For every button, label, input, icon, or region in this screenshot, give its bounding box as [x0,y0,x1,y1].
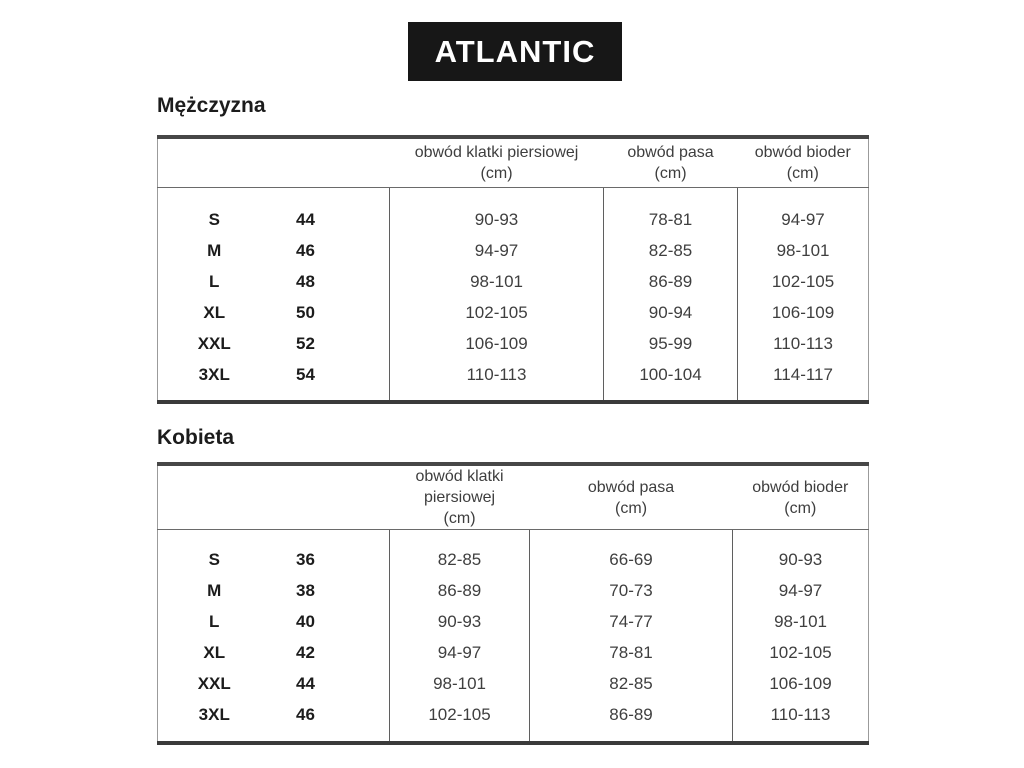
waist-range-cell: 86-89 [604,267,738,298]
hips-range-cell [738,187,869,205]
size-row-XL [158,298,869,329]
size-number-cell: 36 [296,549,315,569]
size-number-cell: 44 [296,673,315,693]
padding-row [158,187,869,205]
size-label-cell: XXL [197,334,231,353]
size-row-M [158,575,869,606]
size-number-cell: 44 [296,210,315,229]
size-row-S [158,205,869,236]
size-label-cell: XL [203,642,226,662]
header-row [158,137,869,187]
hips-range-cell: 106-109 [733,668,869,699]
chest-range-cell: 82-85 [390,544,530,575]
spacer-cell [341,391,390,402]
spacer-cell [341,668,390,699]
size-row-XL [158,637,869,668]
empty-header-cell [158,137,390,187]
chest-range-cell: 98-101 [390,668,530,699]
size-number-cell [271,530,341,545]
size-number-cell: 40 [296,611,315,631]
size-label-cell: XXL [197,673,231,693]
size-label-cell [158,391,271,402]
chest-range-cell: 90-93 [390,205,604,236]
size-row-S [158,544,869,575]
padding-row [158,730,869,743]
spacer-cell [341,236,390,267]
waist-range-cell: 70-73 [530,575,733,606]
column-header-hips [738,137,869,187]
column-header-chest [390,464,530,530]
column-header-unit: (cm) [784,499,817,517]
column-header-unit: (cm) [615,499,648,517]
size-number-cell: 46 [296,704,315,724]
chest-range-cell: 102-105 [390,298,604,329]
column-header-waist [530,464,733,530]
hips-range-cell: 102-105 [733,637,869,668]
size-number-cell: 50 [296,303,315,322]
chest-range-cell: 94-97 [390,236,604,267]
size-number-cell: 54 [296,365,315,384]
empty-header-cell [158,464,390,530]
column-header-unit: (cm) [654,164,687,182]
women-size-table [157,462,869,745]
column-header-waist [604,137,738,187]
men-size-table [157,135,869,404]
chest-range-cell: 98-101 [390,267,604,298]
column-header-chest [390,137,604,187]
waist-range-cell [604,391,738,402]
size-label-cell: 3XL [198,704,230,724]
size-label-cell: L [209,611,220,631]
waist-range-cell: 95-99 [604,329,738,360]
chest-range-cell: 94-97 [390,637,530,668]
spacer-cell [341,298,390,329]
size-row-3XL [158,699,869,730]
hips-range-cell: 94-97 [733,575,869,606]
spacer-cell [341,637,390,668]
section-title-men: Mężczyzna [157,94,266,117]
waist-range-cell: 66-69 [530,544,733,575]
hips-range-cell: 114-117 [738,360,869,391]
hips-range-cell: 90-93 [733,544,869,575]
size-label-cell [158,530,271,545]
column-header-label: obwód pasa [627,143,714,161]
column-header-label: obwód klatki piersiowej [415,468,504,506]
hips-range-cell [738,391,869,402]
waist-range-cell: 82-85 [530,668,733,699]
size-number-cell [271,730,341,743]
waist-range-cell [604,187,738,205]
size-row-M [158,236,869,267]
chest-range-cell: 86-89 [390,575,530,606]
hips-range-cell: 94-97 [738,205,869,236]
size-row-L [158,267,869,298]
size-number-cell: 38 [296,580,315,600]
waist-range-cell [530,730,733,743]
hips-range-cell: 98-101 [738,236,869,267]
spacer-cell [341,205,390,236]
size-label-cell: L [209,272,220,291]
column-header-unit: (cm) [480,164,513,182]
waist-range-cell: 78-81 [530,637,733,668]
size-row-3XL [158,360,869,391]
spacer-cell [341,329,390,360]
column-header-label: obwód pasa [587,478,675,496]
hips-range-cell [733,730,869,743]
hips-range-cell: 110-113 [733,699,869,730]
spacer-cell [341,187,390,205]
size-number-cell [271,187,341,205]
chest-range-cell: 110-113 [390,360,604,391]
waist-range-cell: 90-94 [604,298,738,329]
spacer-cell [341,575,390,606]
spacer-cell [341,606,390,637]
size-number-cell [271,391,341,402]
padding-row [158,391,869,402]
column-header-label: obwód bioder [752,478,849,496]
hips-range-cell: 106-109 [738,298,869,329]
size-label-cell [158,730,271,743]
chest-range-cell [390,530,530,545]
column-header-unit: (cm) [786,164,819,182]
atlantic-logo: ATLANTIC [408,22,622,81]
size-label-cell: S [208,549,220,569]
hips-range-cell: 98-101 [733,606,869,637]
padding-row [158,530,869,545]
spacer-cell [341,699,390,730]
header-row [158,464,869,530]
chest-range-cell: 90-93 [390,606,530,637]
waist-range-cell: 100-104 [604,360,738,391]
size-row-XXL [158,668,869,699]
size-label-cell: XL [203,303,226,322]
size-number-cell: 46 [296,241,315,260]
spacer-cell [341,360,390,391]
size-row-XXL [158,329,869,360]
chest-range-cell: 106-109 [390,329,604,360]
size-label-cell: M [207,241,222,260]
size-label-cell: M [207,580,222,600]
hips-range-cell: 102-105 [738,267,869,298]
size-label-cell [158,187,271,205]
size-number-cell: 52 [296,334,315,353]
chest-range-cell [390,730,530,743]
spacer-cell [341,267,390,298]
size-label-cell: S [208,210,220,229]
column-header-hips [733,464,869,530]
chest-range-cell [390,391,604,402]
waist-range-cell [530,530,733,545]
size-number-cell: 48 [296,272,315,291]
spacer-cell [341,544,390,575]
waist-range-cell: 74-77 [530,606,733,637]
waist-range-cell: 82-85 [604,236,738,267]
size-label-cell: 3XL [198,365,230,384]
spacer-cell [341,730,390,743]
column-header-label: obwód bioder [754,143,851,161]
size-row-L [158,606,869,637]
hips-range-cell [733,530,869,545]
hips-range-cell: 110-113 [738,329,869,360]
waist-range-cell: 86-89 [530,699,733,730]
chest-range-cell: 102-105 [390,699,530,730]
section-title-women: Kobieta [157,426,235,449]
waist-range-cell: 78-81 [604,205,738,236]
column-header-label: obwód klatki piersiowej [414,143,579,161]
chest-range-cell [390,187,604,205]
column-header-unit: (cm) [443,510,476,527]
size-number-cell: 42 [296,642,315,662]
spacer-cell [341,530,390,545]
